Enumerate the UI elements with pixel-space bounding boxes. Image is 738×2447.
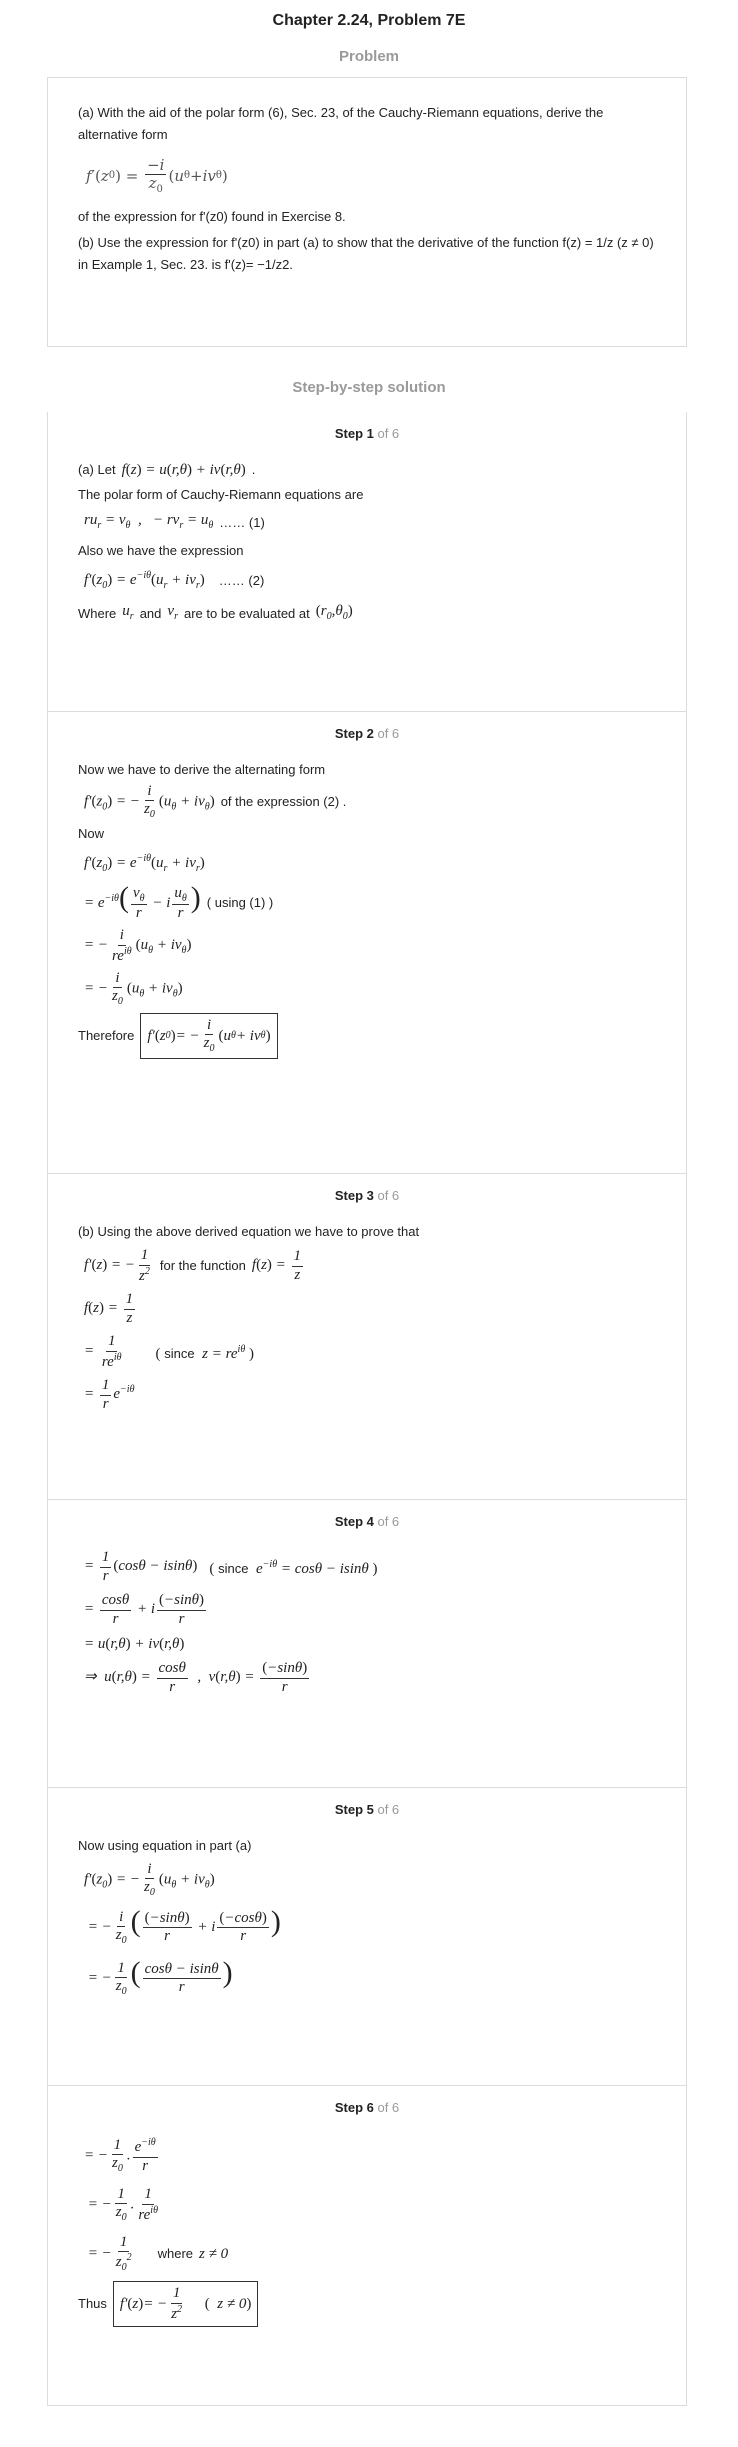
step-header: Step 2 of 6 [334, 726, 400, 741]
boxed-result: f′ ( z ) = − $\frac{1}{z^2}$ ( z ≠ 0 ) [113, 2281, 258, 2327]
step-line: f′(z) = − $\frac{1}{z^2}$ for the function f(z) = $\frac{1}{z}$ [84, 1247, 302, 1284]
step-line: ⇒ u(r,θ) = $\frac{\cos\theta}{r}$ , v(r,θ) = $\frac{(-\sin\theta)}{r}$ [84, 1660, 308, 1695]
step-6 [48, 2085, 686, 2405]
step-1 [48, 412, 686, 711]
step-line: (a) Let f(z) = u(r,θ) + iv(r,θ) . [78, 462, 256, 478]
problem-after-formula: of the expression for f'(z0) found in Exercise 8. [78, 209, 346, 224]
boxed-result: f′ ( z 0 ) = − $\frac{i}{z_0}$ ( u θ + iv θ ) [140, 1013, 277, 1059]
step-line: = $\frac{1}{r}$ $e^{-i\theta}$ [84, 1377, 135, 1412]
step-line: Now we have to derive the alternating form [78, 762, 326, 777]
problem-box [47, 77, 687, 347]
steps-container [47, 412, 687, 2406]
step-line: = u(r,θ) + iv(r,θ) [84, 1636, 185, 1652]
step-header: Step 4 of 6 [334, 1514, 400, 1529]
step-line: $f'(z_0)$ = − $\frac{i}{z_0}$ $(u_\theta + iv_\theta)$ [84, 1861, 215, 1899]
step-line: Also we have the expression [78, 543, 244, 558]
step-header: Step 6 of 6 [334, 2100, 400, 2115]
step-line: = $e^{-i\theta}$( $\frac{v_\theta}{r}$ − i $\frac{u_\theta}{r}$ ) ( using (1) ) [84, 881, 274, 922]
step-line: $ru_r = v_\theta$ , − $rv_r = u_\theta$ …… (1) [84, 512, 265, 531]
step-4 [48, 1499, 686, 1787]
step-line: (b) Using the above derived equation we have to prove that [78, 1224, 420, 1239]
step-line: = $\frac{1}{re^{i\theta}}$ ( since $z = re^{i\theta}$ ) [84, 1333, 254, 1370]
step-line: = − $\frac{i}{z_0}$ $(u_\theta + iv_\theta)$ [84, 970, 183, 1008]
step-line: Therefore f′ ( z 0 ) = − $\frac{i}{z_0}$ ( u θ + iv θ ) [78, 1014, 656, 1058]
page-title: Chapter 2.24, Problem 7E [272, 12, 466, 29]
step-line: Thus f′ ( z ) = − $\frac{1}{z^2}$ ( z ≠ 0 ) [78, 2282, 656, 2326]
problem-heading: Problem [338, 48, 399, 65]
step-header: Step 5 of 6 [334, 1802, 400, 1817]
step-line: = − $\frac{1}{z_0}$ ( $\frac{\cos\theta - isin\theta}{r}$ ) [84, 1956, 233, 1998]
step-line: Now using equation in part (a) [78, 1838, 252, 1853]
step-3 [48, 1173, 686, 1499]
step-line: = − $\frac{i}{re^{i\theta}}$ $(u_\theta + iv_\theta)$ [84, 927, 192, 964]
problem-formula: f ′( z 0 ) = $\frac{-i}{z_0}$ ( u θ + iv θ ) [86, 155, 228, 195]
step-line: $f'(z_0) = e^{-i\theta}(u_r + iv_r)$ [84, 853, 205, 874]
step-header: Step 3 of 6 [334, 1188, 400, 1203]
problem-part-b: (b) Use the expression for f'(z0) in part (a) to show that the derivative of the function f(z) = 1/z (z ≠ 0) in Example 1, Sec. 23. is f'(z)= −1/z2. [78, 235, 654, 272]
step-line: Where $u_r$ and $v_r$ are to be evaluated at $(r_0,\theta_0)$ [78, 603, 353, 622]
step-line: f(z) = $\frac{1}{z}$ [84, 1291, 134, 1326]
step-line: $f'(z_0) = e^{-i\theta}(u_r + iv_r)$ …… (2) [84, 570, 265, 591]
step-line: = − $\frac{1}{z_0}$ . $\frac{e^{-i\theta}}{r}$ [84, 2137, 156, 2175]
step-line: = − $\frac{1}{z_0^2}$ where z ≠ 0 [84, 2234, 229, 2274]
step-line: = − $\frac{i}{z_0}$ ( $\frac{(-\sin\theta)}{r}$ + i $\frac{(-\cos\theta)}{r}$ ) [84, 1905, 281, 1947]
step-line: $f'(z_0)$ = − $\frac{i}{z_0}$ $(u_\theta + iv_\theta)$ of the expression (2) . [84, 783, 347, 821]
problem-part-a: (a) With the aid of the polar form (6), Sec. 23, of the Cauchy-Riemann equations, derive the alternative form [78, 105, 604, 142]
step-line: Now [78, 826, 105, 841]
step-2 [48, 711, 686, 1173]
step-header: Step 1 of 6 [334, 426, 400, 441]
step-5 [48, 1787, 686, 2085]
solution-heading: Step-by-step solution [292, 379, 446, 396]
step-line: = $\frac{1}{r}$ (cosθ − isinθ) ( since $e^{-i\theta} = \cos\theta - isin\theta$ ) [84, 1549, 378, 1584]
step-line: The polar form of Cauchy-Riemann equations are [78, 487, 364, 502]
step-line: = $\frac{\cos\theta}{r}$ + i $\frac{(-\sin\theta)}{r}$ [84, 1592, 205, 1627]
step-line: = − $\frac{1}{z_0}$ . $\frac{1}{re^{i\theta}}$ [84, 2186, 158, 2224]
